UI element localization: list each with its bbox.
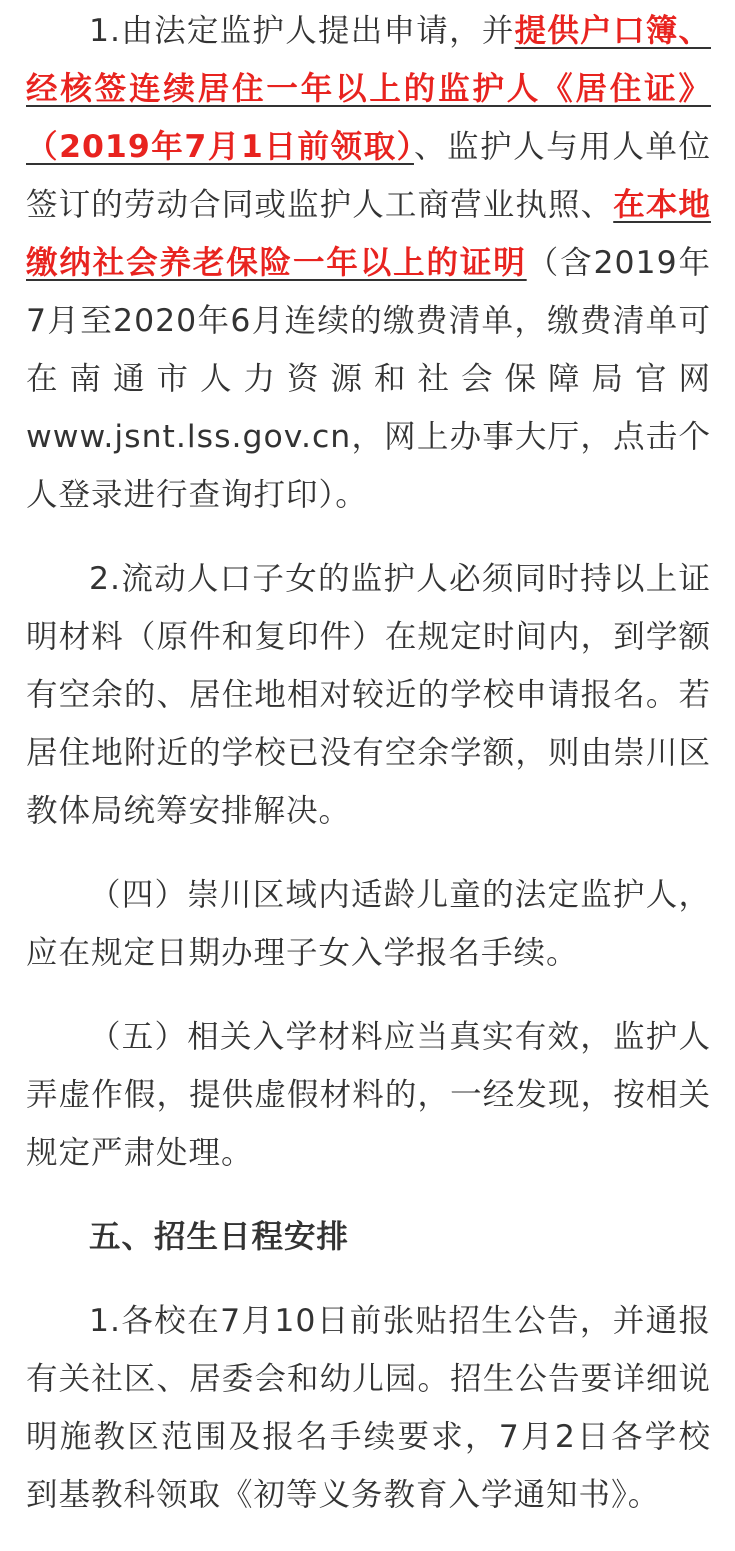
section-heading-enrollment-schedule: 五、招生日程安排 — [89, 1219, 350, 1255]
paragraph-enrollment-notice: 1.各校在7月10日前张贴招生公告，并通报有关社区、居委会和幼儿园。招生公告要详细说明施教区范围及报名手续要求，7月2日各学校到基教科领取《初等义务教育入学通知书》。 — [26, 1303, 711, 1513]
paragraph-guardian-application — [26, 2, 711, 524]
paragraph-section-five: （五）相关入学材料应当真实有效，监护人弄虚作假，提供虚假材料的，一经发现，按相关规定严肃处理。 — [26, 1019, 711, 1171]
paragraph-migrant-children: 2.流动人口子女的监护人必须同时持以上证明材料（原件和复印件）在规定时间内，到学额有空余的、居住地相对较近的学校申请报名。若居住地附近的学校已没有空余学额，则由崇川区教体局统筹安排解决。 — [26, 561, 711, 829]
highlighted-requirement-social-insurance: 在本地缴纳社会养老保险一年以上的证明 — [26, 187, 711, 281]
paragraph-text: （含2019年7月至2020年6月连续的缴费清单，缴费清单可在南通市人力资源和社会保障局官网www.jsnt.lss.gov.cn，网上办事大厅，点击个人登录进行查询打印）。 — [26, 245, 711, 513]
paragraph-text: 1.由法定监护人提出申请，并 — [89, 13, 515, 49]
paragraph-text: 、监护人与用人单位签订的劳动合同或监护人工商营业执照、 — [26, 129, 711, 223]
paragraph-section-four: （四）崇川区域内适龄儿童的法定监护人，应在规定日期办理子女入学报名手续。 — [26, 877, 711, 971]
highlighted-requirement-residence-permit: 提供户口簿、经核签连续居住一年以上的监护人《居住证》（2019年7月1日前领取） — [26, 13, 711, 165]
